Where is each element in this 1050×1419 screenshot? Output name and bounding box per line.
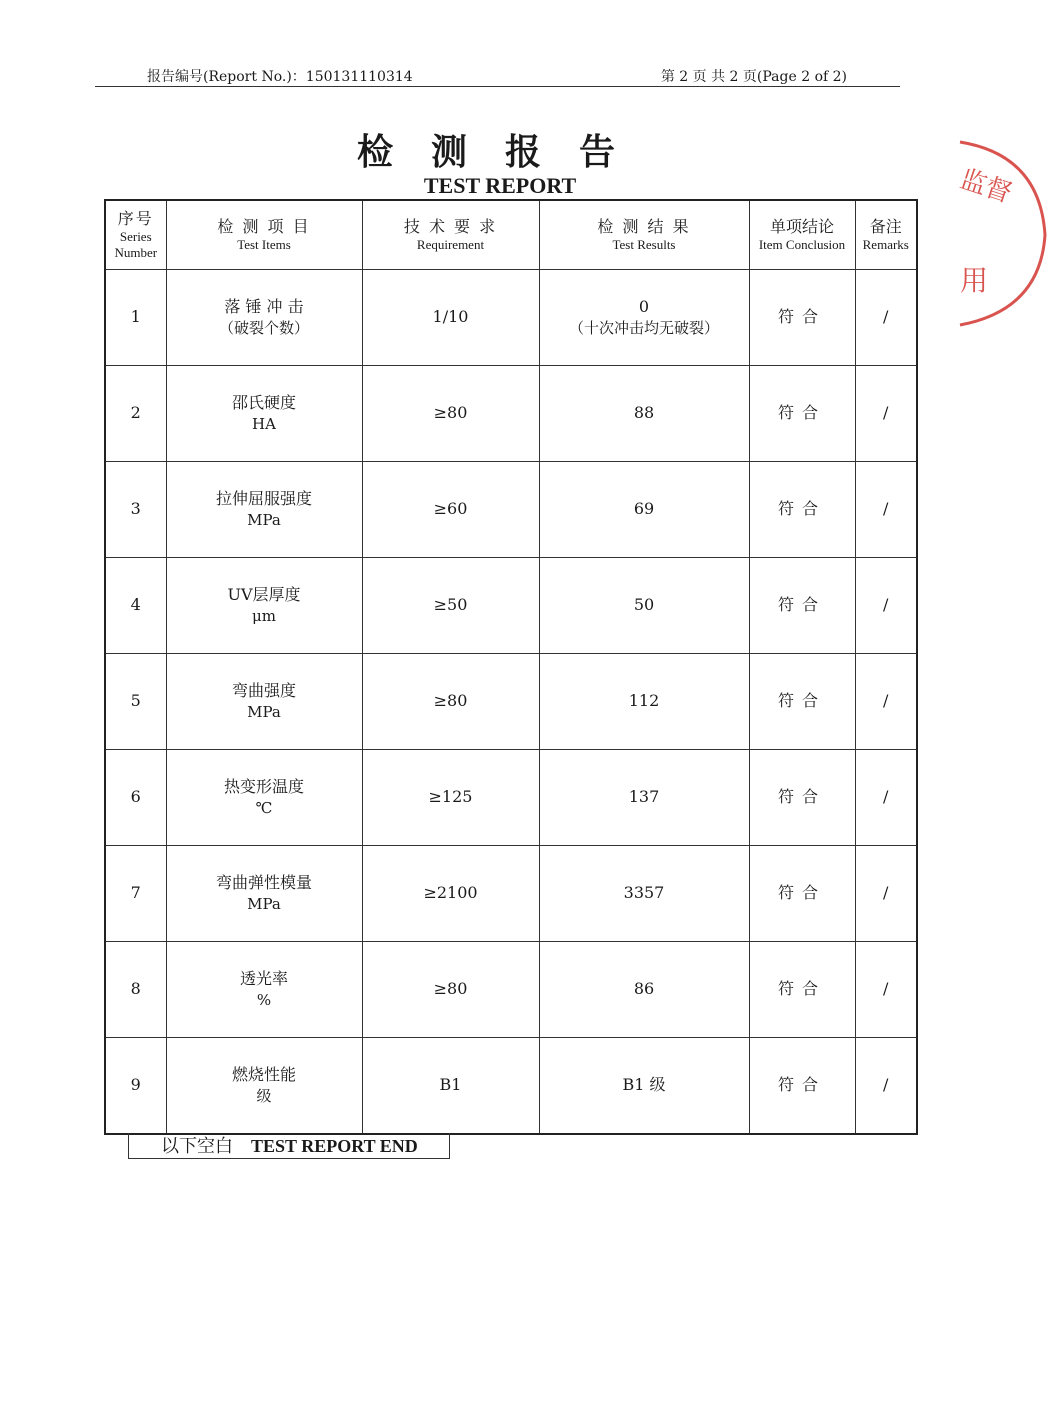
requirement-value: B1 bbox=[439, 1075, 462, 1095]
header-item-conclusion bbox=[749, 200, 855, 270]
test-item-unit: MPa bbox=[247, 511, 281, 530]
header-en: Item Conclusion bbox=[758, 236, 846, 252]
conclusion-value: 符合 bbox=[777, 595, 826, 615]
cell-requirement bbox=[362, 366, 539, 462]
result-value: 69 bbox=[633, 499, 655, 519]
cell-conclusion bbox=[749, 366, 855, 462]
requirement-value: ≥60 bbox=[433, 499, 468, 519]
cell-remarks bbox=[855, 942, 917, 1038]
cell-test-result bbox=[539, 750, 749, 846]
cell-requirement bbox=[362, 270, 539, 366]
conclusion-value: 符合 bbox=[777, 499, 826, 519]
cell-test-result bbox=[539, 366, 749, 462]
table-row bbox=[105, 558, 917, 654]
table-row bbox=[105, 942, 917, 1038]
header-cn: 检 测 项 目 bbox=[217, 216, 311, 236]
header-cn: 备注 bbox=[869, 216, 902, 236]
cell-test-item bbox=[166, 654, 362, 750]
cell-requirement bbox=[362, 462, 539, 558]
result-value: 86 bbox=[633, 979, 655, 999]
test-item-unit: 级 bbox=[256, 1087, 272, 1106]
cell-requirement bbox=[362, 654, 539, 750]
requirement-value: ≥80 bbox=[433, 691, 468, 711]
remarks-value: / bbox=[883, 883, 889, 903]
seal-text-2: 用 bbox=[960, 264, 989, 297]
requirement-value: ≥2100 bbox=[423, 883, 478, 903]
cell-conclusion bbox=[749, 1038, 855, 1135]
test-item-name: 燃烧性能 bbox=[231, 1064, 296, 1084]
cell-test-result bbox=[539, 1038, 749, 1135]
cell-remarks bbox=[855, 654, 917, 750]
page-number: 第 2 页 共 2 页(Page 2 of 2) bbox=[660, 69, 847, 85]
cell-test-result bbox=[539, 558, 749, 654]
test-item-unit: （破裂个数） bbox=[218, 319, 309, 338]
test-results-table bbox=[104, 199, 918, 1135]
header-en: Test Results bbox=[612, 236, 676, 252]
test-item-unit: μm bbox=[252, 607, 276, 626]
cell-test-result bbox=[539, 942, 749, 1038]
table-row bbox=[105, 270, 917, 366]
test-item-name: 热变形温度 bbox=[223, 776, 304, 796]
cell-test-result bbox=[539, 654, 749, 750]
header-series-number bbox=[105, 200, 166, 270]
result-value: 112 bbox=[628, 691, 660, 711]
cell-series-number bbox=[105, 270, 166, 366]
header-en: Series Number bbox=[114, 228, 158, 260]
cell-series-number bbox=[105, 942, 166, 1038]
remarks-value: / bbox=[883, 307, 889, 327]
test-item-name: 弯曲强度 bbox=[231, 680, 296, 700]
result-value: 50 bbox=[633, 595, 655, 615]
remarks-value: / bbox=[883, 979, 889, 999]
test-item-unit: % bbox=[256, 991, 272, 1010]
cell-test-result bbox=[539, 846, 749, 942]
series-number: 7 bbox=[130, 883, 141, 903]
result-value: 3357 bbox=[623, 883, 665, 903]
cell-remarks bbox=[855, 270, 917, 366]
series-number: 2 bbox=[130, 403, 141, 423]
remarks-value: / bbox=[883, 595, 889, 615]
series-number: 6 bbox=[130, 787, 141, 807]
test-item-name: 落 锤 冲 击 bbox=[224, 296, 304, 316]
test-item-name: 弯曲弹性模量 bbox=[215, 872, 312, 892]
cell-remarks bbox=[855, 750, 917, 846]
remarks-value: / bbox=[883, 691, 889, 711]
cell-remarks bbox=[855, 1038, 917, 1135]
cell-conclusion bbox=[749, 942, 855, 1038]
cell-conclusion bbox=[749, 846, 855, 942]
requirement-value: ≥50 bbox=[433, 595, 468, 615]
header-cn: 检 测 结 果 bbox=[597, 216, 691, 236]
cell-remarks bbox=[855, 846, 917, 942]
cell-test-item bbox=[166, 750, 362, 846]
report-title-en: TEST REPORT bbox=[423, 173, 577, 198]
remarks-value: / bbox=[883, 1075, 889, 1095]
table-row bbox=[105, 462, 917, 558]
cell-test-item bbox=[166, 846, 362, 942]
test-item-unit: ℃ bbox=[255, 799, 273, 818]
conclusion-value: 符合 bbox=[777, 787, 826, 807]
cell-requirement bbox=[362, 558, 539, 654]
header-en: Requirement bbox=[416, 236, 485, 252]
cell-conclusion bbox=[749, 750, 855, 846]
test-item-unit: MPa bbox=[247, 703, 281, 722]
cell-conclusion bbox=[749, 462, 855, 558]
cell-test-item bbox=[166, 462, 362, 558]
header-requirement bbox=[362, 200, 539, 270]
requirement-value: ≥125 bbox=[428, 787, 473, 807]
report-end-label: TEST REPORT END bbox=[251, 1136, 418, 1156]
cell-series-number bbox=[105, 846, 166, 942]
seal-text-1: 监督 bbox=[956, 164, 1016, 210]
test-item-name: 透光率 bbox=[239, 968, 288, 988]
test-item-name: UV层厚度 bbox=[227, 584, 301, 604]
cell-remarks bbox=[855, 558, 917, 654]
table-row bbox=[105, 654, 917, 750]
series-number: 8 bbox=[130, 979, 141, 999]
cell-test-result bbox=[539, 270, 749, 366]
table-row bbox=[105, 846, 917, 942]
official-seal bbox=[950, 130, 1050, 340]
result-value: 88 bbox=[633, 403, 655, 423]
remarks-value: / bbox=[883, 787, 889, 807]
table-row bbox=[105, 750, 917, 846]
result-value: 0 bbox=[638, 296, 650, 316]
table-header-row bbox=[105, 200, 917, 270]
header-cn: 技 术 要 求 bbox=[403, 216, 498, 236]
report-end-marker bbox=[128, 1133, 450, 1159]
cell-requirement bbox=[362, 750, 539, 846]
result-value: 137 bbox=[628, 787, 660, 807]
blank-below-label: 以下空白 bbox=[161, 1136, 233, 1157]
cell-series-number bbox=[105, 462, 166, 558]
series-number: 4 bbox=[130, 595, 141, 615]
cell-test-item bbox=[166, 942, 362, 1038]
result-note: （十次冲击均无破裂） bbox=[568, 319, 719, 338]
series-number: 5 bbox=[130, 691, 141, 711]
cell-test-item bbox=[166, 366, 362, 462]
page-header bbox=[95, 64, 900, 87]
cell-test-item bbox=[166, 270, 362, 366]
cell-test-item bbox=[166, 558, 362, 654]
cell-series-number bbox=[105, 558, 166, 654]
test-item-unit: HA bbox=[252, 415, 276, 434]
requirement-value: 1/10 bbox=[432, 307, 469, 327]
remarks-value: / bbox=[883, 403, 889, 423]
remarks-value: / bbox=[883, 499, 889, 519]
result-value: B1 级 bbox=[622, 1075, 666, 1095]
test-item-name: 拉伸屈服强度 bbox=[215, 488, 312, 508]
series-number: 1 bbox=[130, 307, 141, 327]
requirement-value: ≥80 bbox=[433, 979, 468, 999]
header-test-items bbox=[166, 200, 362, 270]
conclusion-value: 符合 bbox=[777, 979, 826, 999]
table-row bbox=[105, 1038, 917, 1135]
cell-remarks bbox=[855, 366, 917, 462]
report-title-cn: 检测报告 bbox=[356, 131, 653, 173]
cell-test-result bbox=[539, 462, 749, 558]
header-en: Test Items bbox=[237, 236, 291, 252]
conclusion-value: 符合 bbox=[777, 691, 826, 711]
test-item-unit: MPa bbox=[247, 895, 281, 914]
cell-series-number bbox=[105, 750, 166, 846]
table-row bbox=[105, 366, 917, 462]
series-number: 3 bbox=[130, 499, 141, 519]
cell-requirement bbox=[362, 846, 539, 942]
cell-requirement bbox=[362, 1038, 539, 1135]
cell-conclusion bbox=[749, 558, 855, 654]
cell-remarks bbox=[855, 462, 917, 558]
cell-requirement bbox=[362, 942, 539, 1038]
header-en: Remarks bbox=[862, 236, 909, 252]
test-item-name: 邵氏硬度 bbox=[231, 392, 296, 412]
cell-series-number bbox=[105, 654, 166, 750]
cell-series-number bbox=[105, 1038, 166, 1135]
header-cn: 单项结论 bbox=[769, 216, 834, 236]
cell-conclusion bbox=[749, 654, 855, 750]
requirement-value: ≥80 bbox=[433, 403, 468, 423]
cell-series-number bbox=[105, 366, 166, 462]
header-remarks bbox=[855, 200, 917, 270]
header-cn: 序号 bbox=[117, 208, 154, 228]
conclusion-value: 符合 bbox=[777, 403, 826, 423]
cell-conclusion bbox=[749, 270, 855, 366]
conclusion-value: 符合 bbox=[777, 307, 826, 327]
cell-test-item bbox=[166, 1038, 362, 1135]
series-number: 9 bbox=[130, 1075, 141, 1095]
conclusion-value: 符合 bbox=[777, 883, 826, 903]
report-number: 报告编号(Report No.)：150131110314 bbox=[147, 69, 413, 85]
header-test-results bbox=[539, 200, 749, 270]
conclusion-value: 符合 bbox=[777, 1075, 826, 1095]
